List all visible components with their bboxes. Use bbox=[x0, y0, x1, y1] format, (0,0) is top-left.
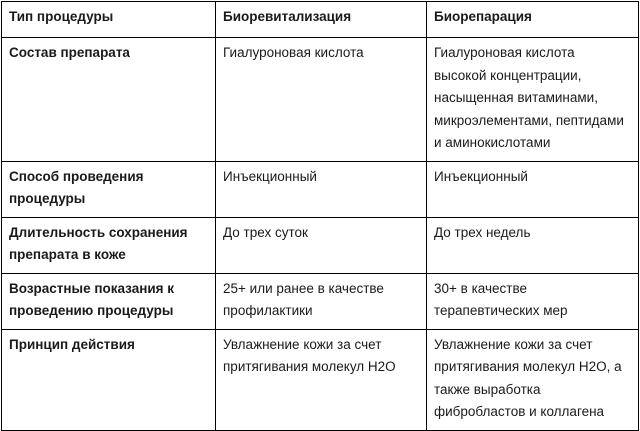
row-label-cell bbox=[2, 38, 216, 162]
biorevitalization-cell bbox=[216, 161, 427, 217]
bioreparation-cell bbox=[427, 217, 639, 273]
header-label: Биоревитализация bbox=[223, 9, 352, 24]
cell-line: Увлажнение кожи за счет bbox=[434, 336, 593, 352]
cell-line: До трех недель bbox=[434, 224, 531, 240]
cell-line: терапевтических мер bbox=[434, 303, 568, 318]
header-cell-procedure-type bbox=[2, 2, 216, 38]
cell-line: Гиалуроновая кислота bbox=[223, 45, 364, 60]
cell-line: насыщенная витаминами, bbox=[434, 90, 598, 105]
row-label-line: препарата в коже bbox=[9, 247, 126, 262]
cell-line: также выработка bbox=[434, 381, 541, 397]
table-row bbox=[2, 273, 639, 329]
row-label-line: Длительность сохранения bbox=[9, 224, 188, 240]
table-row bbox=[2, 161, 639, 217]
cell-line: 30+ в качестве bbox=[434, 280, 527, 296]
biorevitalization-cell bbox=[216, 329, 427, 430]
header-cell-biorevitalization bbox=[216, 2, 427, 38]
row-label-cell bbox=[2, 329, 216, 430]
cell-line: Инъекционный bbox=[434, 168, 528, 184]
cell-line: притягивания молекул Н2О, а bbox=[434, 359, 622, 374]
cell-line: Инъекционный bbox=[223, 168, 317, 184]
cell-line: 25+ или ранее в качестве bbox=[223, 280, 384, 296]
biorevitalization-cell bbox=[216, 273, 427, 329]
table-row bbox=[2, 217, 639, 273]
comparison-table bbox=[1, 1, 639, 431]
cell-line: Увлажнение кожи за счет bbox=[223, 336, 382, 352]
table-row bbox=[2, 329, 639, 430]
biorevitalization-cell bbox=[216, 217, 427, 273]
table-row bbox=[2, 38, 639, 162]
row-label-line: Состав препарата bbox=[9, 45, 130, 60]
cell-line: профилактики bbox=[223, 303, 313, 318]
header-cell-bioreparation bbox=[427, 2, 639, 38]
cell-line: микроэлементами, пептидами bbox=[434, 112, 624, 128]
cell-line: До трех суток bbox=[223, 224, 308, 240]
header-label: Тип процедуры bbox=[9, 9, 114, 24]
row-label-line: процедуры bbox=[9, 191, 86, 206]
cell-line: притягивания молекул Н2О bbox=[223, 359, 396, 374]
row-label-line: проведению процедуры bbox=[9, 303, 174, 318]
header-label: Биорепарация bbox=[434, 9, 532, 24]
bioreparation-cell bbox=[427, 161, 639, 217]
bioreparation-cell bbox=[427, 273, 639, 329]
bioreparation-cell bbox=[427, 329, 639, 430]
row-label-line: Способ проведения bbox=[9, 168, 144, 184]
cell-line: высокой концентрации, bbox=[434, 67, 582, 83]
table-header-row bbox=[2, 2, 639, 38]
row-label-cell bbox=[2, 161, 216, 217]
biorevitalization-cell bbox=[216, 38, 427, 162]
row-label-cell bbox=[2, 217, 216, 273]
cell-line: и аминокислотами bbox=[434, 135, 551, 150]
row-label-line: Принцип действия bbox=[9, 336, 135, 352]
bioreparation-cell bbox=[427, 38, 639, 162]
cell-line: фибробластов и коллагена bbox=[434, 404, 605, 419]
row-label-line: Возрастные показания к bbox=[9, 280, 175, 296]
cell-line: Гиалуроновая кислота bbox=[434, 45, 575, 60]
row-label-cell bbox=[2, 273, 216, 329]
